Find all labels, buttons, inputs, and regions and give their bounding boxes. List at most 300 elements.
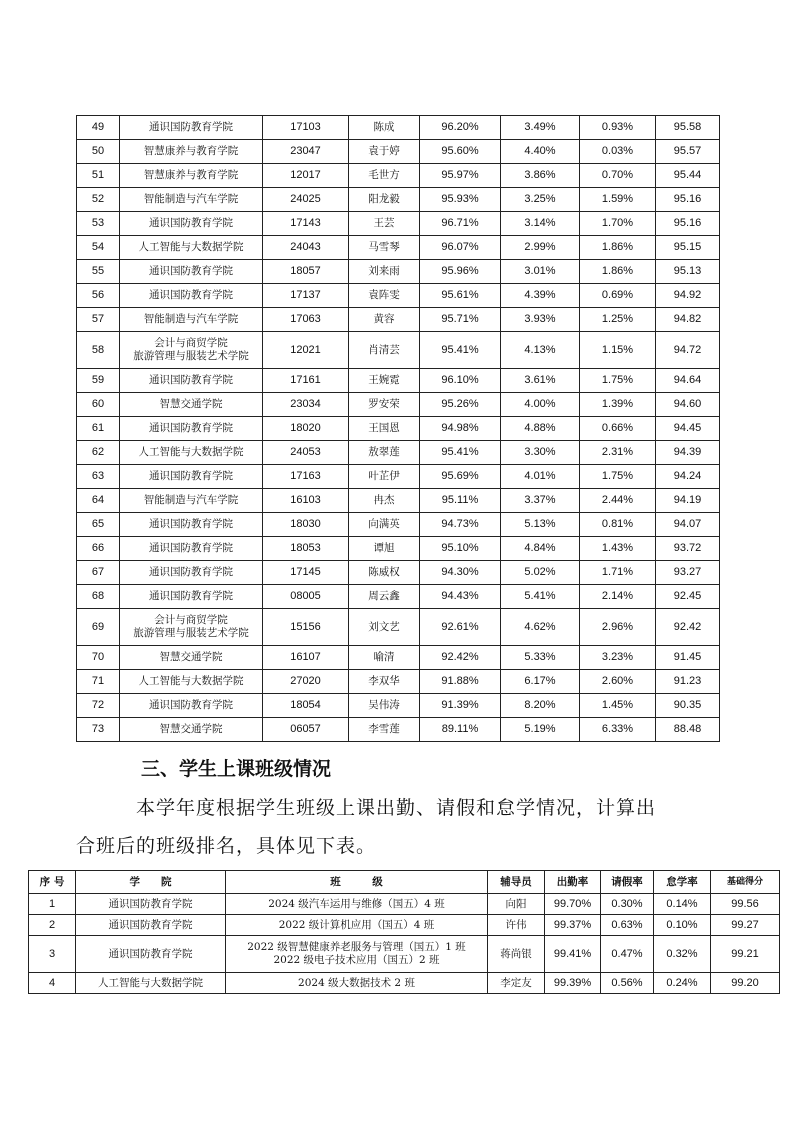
name-cell: 周云鑫 <box>349 585 420 609</box>
leave-cell: 3.37% <box>501 489 580 513</box>
table-row <box>77 188 720 212</box>
table-row <box>77 670 720 694</box>
college-cell <box>120 212 263 236</box>
name-cell: 谭旭 <box>349 537 420 561</box>
student-id-cell: 15156 <box>263 609 349 646</box>
rank-cell: 60 <box>77 393 120 417</box>
student-id-cell: 27020 <box>263 670 349 694</box>
college-cell <box>120 393 263 417</box>
college-cell-line: 通识国防教育学院 <box>149 265 233 277</box>
class-attendance-cell: 99.41% <box>545 936 601 973</box>
class-no-cell: 3 <box>29 936 76 973</box>
header-college: 学 院 <box>76 871 226 894</box>
class-score-cell: 99.56 <box>711 894 780 915</box>
leave-cell: 4.62% <box>501 609 580 646</box>
score-cell: 94.07 <box>656 513 720 537</box>
name-cell: 喻清 <box>349 646 420 670</box>
score-cell: 94.92 <box>656 284 720 308</box>
table-row <box>77 537 720 561</box>
college-cell-line: 通识国防教育学院 <box>149 518 233 530</box>
college-cell-line: 人工智能与大数据学院 <box>138 675 244 687</box>
rank-cell: 51 <box>77 164 120 188</box>
college-cell <box>120 670 263 694</box>
college-cell-line: 会计与商贸学院 <box>154 614 228 626</box>
truancy-cell: 1.75% <box>580 465 656 489</box>
leave-cell: 6.17% <box>501 670 580 694</box>
name-cell: 王芸 <box>349 212 420 236</box>
truancy-cell: 2.44% <box>580 489 656 513</box>
truancy-cell: 0.93% <box>580 116 656 140</box>
class-name-cell <box>226 894 488 915</box>
header-truancy: 怠学率 <box>654 871 711 894</box>
college-cell-line: 通识国防教育学院 <box>149 374 233 386</box>
college-cell <box>120 140 263 164</box>
score-cell: 95.13 <box>656 260 720 284</box>
header-no: 序 号 <box>29 871 76 894</box>
college-cell <box>120 308 263 332</box>
table-row <box>29 894 780 915</box>
score-cell: 94.19 <box>656 489 720 513</box>
leave-cell: 4.00% <box>501 393 580 417</box>
truancy-cell: 1.59% <box>580 188 656 212</box>
college-cell-line: 旅游管理与服装艺术学院 <box>133 350 249 362</box>
truancy-cell: 1.86% <box>580 236 656 260</box>
leave-cell: 3.25% <box>501 188 580 212</box>
class-name-cell-line: 2022 级计算机应用（国五）4 班 <box>278 918 435 931</box>
attendance-cell: 95.97% <box>420 164 501 188</box>
score-cell: 93.27 <box>656 561 720 585</box>
rank-cell: 56 <box>77 284 120 308</box>
student-id-cell: 12021 <box>263 332 349 369</box>
score-cell: 90.35 <box>656 694 720 718</box>
class-leave-cell: 0.56% <box>601 973 654 994</box>
class-score-cell: 99.21 <box>711 936 780 973</box>
college-cell-line: 智慧交通学院 <box>159 398 223 410</box>
attendance-cell: 95.96% <box>420 260 501 284</box>
table-row <box>77 164 720 188</box>
leave-cell: 4.01% <box>501 465 580 489</box>
attendance-cell: 94.98% <box>420 417 501 441</box>
rank-cell: 68 <box>77 585 120 609</box>
table-row <box>77 332 720 369</box>
leave-cell: 4.39% <box>501 284 580 308</box>
attendance-cell: 91.39% <box>420 694 501 718</box>
rank-cell: 50 <box>77 140 120 164</box>
attendance-cell: 95.93% <box>420 188 501 212</box>
header-class: 班 级 <box>226 871 488 894</box>
counselor-cell: 李定友 <box>488 973 545 994</box>
rank-cell: 62 <box>77 441 120 465</box>
leave-cell: 4.84% <box>501 537 580 561</box>
header-attendance: 出勤率 <box>545 871 601 894</box>
truancy-cell: 3.23% <box>580 646 656 670</box>
name-cell: 肖清芸 <box>349 332 420 369</box>
leave-cell: 5.19% <box>501 718 580 742</box>
college-cell-line: 通识国防教育学院 <box>149 217 233 229</box>
name-cell: 冉杰 <box>349 489 420 513</box>
rank-cell: 55 <box>77 260 120 284</box>
class-leave-cell: 0.63% <box>601 915 654 936</box>
class-name-cell <box>226 936 488 973</box>
college-cell <box>120 164 263 188</box>
rank-cell: 63 <box>77 465 120 489</box>
leave-cell: 3.14% <box>501 212 580 236</box>
rank-cell: 65 <box>77 513 120 537</box>
leave-cell: 4.40% <box>501 140 580 164</box>
leave-cell: 5.02% <box>501 561 580 585</box>
student-id-cell: 18054 <box>263 694 349 718</box>
table-row <box>77 236 720 260</box>
student-id-cell: 18053 <box>263 537 349 561</box>
table-row <box>77 561 720 585</box>
college-cell <box>120 489 263 513</box>
leave-cell: 3.30% <box>501 441 580 465</box>
score-cell: 94.82 <box>656 308 720 332</box>
score-cell: 95.16 <box>656 212 720 236</box>
score-cell: 91.45 <box>656 646 720 670</box>
student-id-cell: 17143 <box>263 212 349 236</box>
name-cell: 李雪莲 <box>349 718 420 742</box>
table-row <box>77 212 720 236</box>
name-cell: 马雪琴 <box>349 236 420 260</box>
name-cell: 陈威权 <box>349 561 420 585</box>
name-cell: 王婉霓 <box>349 369 420 393</box>
student-id-cell: 18030 <box>263 513 349 537</box>
truancy-cell: 1.39% <box>580 393 656 417</box>
college-cell <box>120 260 263 284</box>
class-table-header-row <box>29 871 780 894</box>
class-college-cell: 人工智能与大数据学院 <box>76 973 226 994</box>
college-cell-line: 人工智能与大数据学院 <box>138 241 244 253</box>
class-college-cell: 通识国防教育学院 <box>76 915 226 936</box>
table-row <box>77 140 720 164</box>
college-cell <box>120 369 263 393</box>
rank-cell: 61 <box>77 417 120 441</box>
name-cell: 向满英 <box>349 513 420 537</box>
class-no-cell: 2 <box>29 915 76 936</box>
rank-cell: 69 <box>77 609 120 646</box>
college-cell-line: 通识国防教育学院 <box>149 542 233 554</box>
college-cell <box>120 465 263 489</box>
name-cell: 王国恩 <box>349 417 420 441</box>
table-row <box>77 393 720 417</box>
attendance-cell: 95.26% <box>420 393 501 417</box>
college-cell <box>120 417 263 441</box>
truancy-cell: 2.14% <box>580 585 656 609</box>
college-cell <box>120 513 263 537</box>
college-cell-line: 通识国防教育学院 <box>149 590 233 602</box>
truancy-cell: 0.81% <box>580 513 656 537</box>
rank-cell: 52 <box>77 188 120 212</box>
truancy-cell: 1.86% <box>580 260 656 284</box>
name-cell: 刘来雨 <box>349 260 420 284</box>
rank-cell: 72 <box>77 694 120 718</box>
college-cell <box>120 646 263 670</box>
table-row <box>77 116 720 140</box>
table-row <box>77 513 720 537</box>
class-leave-cell: 0.47% <box>601 936 654 973</box>
name-cell: 叶芷伊 <box>349 465 420 489</box>
student-id-cell: 18057 <box>263 260 349 284</box>
student-id-cell: 17145 <box>263 561 349 585</box>
attendance-cell: 94.73% <box>420 513 501 537</box>
leave-cell: 5.33% <box>501 646 580 670</box>
leave-cell: 3.86% <box>501 164 580 188</box>
attendance-cell: 95.71% <box>420 308 501 332</box>
rank-cell: 59 <box>77 369 120 393</box>
truancy-cell: 0.66% <box>580 417 656 441</box>
rank-cell: 71 <box>77 670 120 694</box>
college-cell-line: 智能制造与汽车学院 <box>143 313 239 325</box>
rank-cell: 70 <box>77 646 120 670</box>
table-row <box>77 308 720 332</box>
score-cell: 94.72 <box>656 332 720 369</box>
truancy-cell: 2.31% <box>580 441 656 465</box>
truancy-cell: 1.71% <box>580 561 656 585</box>
class-score-cell: 99.20 <box>711 973 780 994</box>
table-row <box>77 369 720 393</box>
attendance-cell: 95.69% <box>420 465 501 489</box>
attendance-cell: 96.07% <box>420 236 501 260</box>
class-name-cell-line: 2024 级汽车运用与维修（国五）4 班 <box>268 897 445 910</box>
name-cell: 吴伟涛 <box>349 694 420 718</box>
college-cell-line: 智慧康养与教育学院 <box>143 169 239 181</box>
college-cell-line: 通识国防教育学院 <box>149 699 233 711</box>
attendance-cell: 94.43% <box>420 585 501 609</box>
college-cell-line: 通识国防教育学院 <box>149 566 233 578</box>
class-truancy-cell: 0.32% <box>654 936 711 973</box>
college-cell <box>120 284 263 308</box>
truancy-cell: 1.15% <box>580 332 656 369</box>
score-cell: 94.64 <box>656 369 720 393</box>
class-attendance-cell: 99.39% <box>545 973 601 994</box>
college-cell-line: 人工智能与大数据学院 <box>138 446 244 458</box>
score-cell: 95.15 <box>656 236 720 260</box>
name-cell: 袁阵雯 <box>349 284 420 308</box>
college-cell <box>120 332 263 369</box>
name-cell: 毛世方 <box>349 164 420 188</box>
attendance-cell: 89.11% <box>420 718 501 742</box>
college-cell <box>120 718 263 742</box>
attendance-cell: 95.41% <box>420 332 501 369</box>
student-id-cell: 24043 <box>263 236 349 260</box>
college-cell-line: 智慧康养与教育学院 <box>143 145 239 157</box>
table-row <box>29 936 780 973</box>
college-cell <box>120 537 263 561</box>
attendance-cell: 91.88% <box>420 670 501 694</box>
table-row <box>77 260 720 284</box>
leave-cell: 8.20% <box>501 694 580 718</box>
attendance-cell: 95.60% <box>420 140 501 164</box>
truancy-cell: 0.03% <box>580 140 656 164</box>
college-cell <box>120 585 263 609</box>
student-id-cell: 17063 <box>263 308 349 332</box>
student-id-cell: 18020 <box>263 417 349 441</box>
student-id-cell: 17137 <box>263 284 349 308</box>
college-cell <box>120 694 263 718</box>
student-id-cell: 16107 <box>263 646 349 670</box>
table-row <box>77 441 720 465</box>
name-cell: 敖翠莲 <box>349 441 420 465</box>
table-row <box>77 417 720 441</box>
student-id-cell: 17103 <box>263 116 349 140</box>
class-leave-cell: 0.30% <box>601 894 654 915</box>
class-college-cell: 通识国防教育学院 <box>76 894 226 915</box>
college-cell-line: 通识国防教育学院 <box>149 470 233 482</box>
truancy-cell: 2.60% <box>580 670 656 694</box>
leave-cell: 4.88% <box>501 417 580 441</box>
truancy-cell: 0.70% <box>580 164 656 188</box>
section-paragraph-line-2: 合班后的班级排名，具体见下表。 <box>76 835 377 857</box>
table-row <box>77 646 720 670</box>
header-counselor: 辅导员 <box>488 871 545 894</box>
student-id-cell: 24053 <box>263 441 349 465</box>
rank-cell: 73 <box>77 718 120 742</box>
college-cell-line: 通识国防教育学院 <box>149 422 233 434</box>
class-no-cell: 1 <box>29 894 76 915</box>
score-cell: 95.57 <box>656 140 720 164</box>
attendance-cell: 95.10% <box>420 537 501 561</box>
college-cell <box>120 609 263 646</box>
score-cell: 92.45 <box>656 585 720 609</box>
class-name-cell <box>226 915 488 936</box>
student-id-cell: 24025 <box>263 188 349 212</box>
class-truancy-cell: 0.14% <box>654 894 711 915</box>
student-id-cell: 16103 <box>263 489 349 513</box>
class-name-cell <box>226 973 488 994</box>
student-id-cell: 17161 <box>263 369 349 393</box>
class-truancy-cell: 0.24% <box>654 973 711 994</box>
class-truancy-cell: 0.10% <box>654 915 711 936</box>
truancy-cell: 0.69% <box>580 284 656 308</box>
leave-cell: 2.99% <box>501 236 580 260</box>
leave-cell: 3.93% <box>501 308 580 332</box>
score-cell: 92.42 <box>656 609 720 646</box>
leave-cell: 5.41% <box>501 585 580 609</box>
score-cell: 94.60 <box>656 393 720 417</box>
leave-cell: 3.49% <box>501 116 580 140</box>
class-name-cell-line: 2024 级大数据技术 2 班 <box>298 976 415 989</box>
student-ranking-table <box>76 115 720 742</box>
leave-cell: 3.61% <box>501 369 580 393</box>
attendance-cell: 95.61% <box>420 284 501 308</box>
class-ranking-body <box>29 894 780 994</box>
student-ranking-body <box>77 116 720 742</box>
rank-cell: 66 <box>77 537 120 561</box>
section-paragraph-line-1: 本学年度根据学生班级上课出勤、请假和怠学情况，计算出 <box>136 797 657 819</box>
rank-cell: 54 <box>77 236 120 260</box>
name-cell: 阳龙毅 <box>349 188 420 212</box>
truancy-cell: 1.25% <box>580 308 656 332</box>
college-cell-line: 会计与商贸学院 <box>154 337 228 349</box>
score-cell: 94.39 <box>656 441 720 465</box>
class-name-cell-line: 2022 级智慧健康养老服务与管理（国五）1 班 <box>247 941 466 953</box>
name-cell: 黄容 <box>349 308 420 332</box>
rank-cell: 49 <box>77 116 120 140</box>
class-ranking-table <box>28 870 780 994</box>
student-id-cell: 08005 <box>263 585 349 609</box>
table-row <box>29 915 780 936</box>
rank-cell: 57 <box>77 308 120 332</box>
score-cell: 93.72 <box>656 537 720 561</box>
college-cell <box>120 561 263 585</box>
student-id-cell: 06057 <box>263 718 349 742</box>
truancy-cell: 6.33% <box>580 718 656 742</box>
college-cell-line: 通识国防教育学院 <box>149 121 233 133</box>
table-row <box>77 694 720 718</box>
counselor-cell: 蒋尚银 <box>488 936 545 973</box>
leave-cell: 4.13% <box>501 332 580 369</box>
score-cell: 88.48 <box>656 718 720 742</box>
truancy-cell: 2.96% <box>580 609 656 646</box>
section-heading: 三、学生上课班级情况 <box>141 758 332 780</box>
counselor-cell: 许伟 <box>488 915 545 936</box>
attendance-cell: 95.41% <box>420 441 501 465</box>
truancy-cell: 1.75% <box>580 369 656 393</box>
table-row <box>77 609 720 646</box>
student-id-cell: 23047 <box>263 140 349 164</box>
class-college-cell: 通识国防教育学院 <box>76 936 226 973</box>
truancy-cell: 1.70% <box>580 212 656 236</box>
college-cell-line: 智慧交通学院 <box>159 651 223 663</box>
attendance-cell: 92.61% <box>420 609 501 646</box>
counselor-cell: 向阳 <box>488 894 545 915</box>
truancy-cell: 1.45% <box>580 694 656 718</box>
attendance-cell: 92.42% <box>420 646 501 670</box>
leave-cell: 3.01% <box>501 260 580 284</box>
name-cell: 李双华 <box>349 670 420 694</box>
name-cell: 刘文艺 <box>349 609 420 646</box>
class-score-cell: 99.27 <box>711 915 780 936</box>
header-leave: 请假率 <box>601 871 654 894</box>
header-score: 基础得分 <box>711 871 780 894</box>
score-cell: 94.24 <box>656 465 720 489</box>
rank-cell: 53 <box>77 212 120 236</box>
table-row <box>77 284 720 308</box>
college-cell <box>120 116 263 140</box>
rank-cell: 58 <box>77 332 120 369</box>
name-cell: 罗安荣 <box>349 393 420 417</box>
attendance-cell: 96.10% <box>420 369 501 393</box>
college-cell-line: 智能制造与汽车学院 <box>143 193 239 205</box>
college-cell <box>120 441 263 465</box>
score-cell: 94.45 <box>656 417 720 441</box>
attendance-cell: 94.30% <box>420 561 501 585</box>
table-row <box>77 585 720 609</box>
table-row <box>29 973 780 994</box>
leave-cell: 5.13% <box>501 513 580 537</box>
score-cell: 95.44 <box>656 164 720 188</box>
college-cell-line: 通识国防教育学院 <box>149 289 233 301</box>
score-cell: 91.23 <box>656 670 720 694</box>
class-no-cell: 4 <box>29 973 76 994</box>
name-cell: 陈成 <box>349 116 420 140</box>
table-row <box>77 718 720 742</box>
score-cell: 95.58 <box>656 116 720 140</box>
student-id-cell: 12017 <box>263 164 349 188</box>
attendance-cell: 96.71% <box>420 212 501 236</box>
class-attendance-cell: 99.37% <box>545 915 601 936</box>
rank-cell: 67 <box>77 561 120 585</box>
rank-cell: 64 <box>77 489 120 513</box>
attendance-cell: 96.20% <box>420 116 501 140</box>
college-cell <box>120 236 263 260</box>
college-cell <box>120 188 263 212</box>
college-cell-line: 智慧交通学院 <box>159 723 223 735</box>
score-cell: 95.16 <box>656 188 720 212</box>
college-cell-line: 旅游管理与服装艺术学院 <box>133 627 249 639</box>
table-row <box>77 489 720 513</box>
